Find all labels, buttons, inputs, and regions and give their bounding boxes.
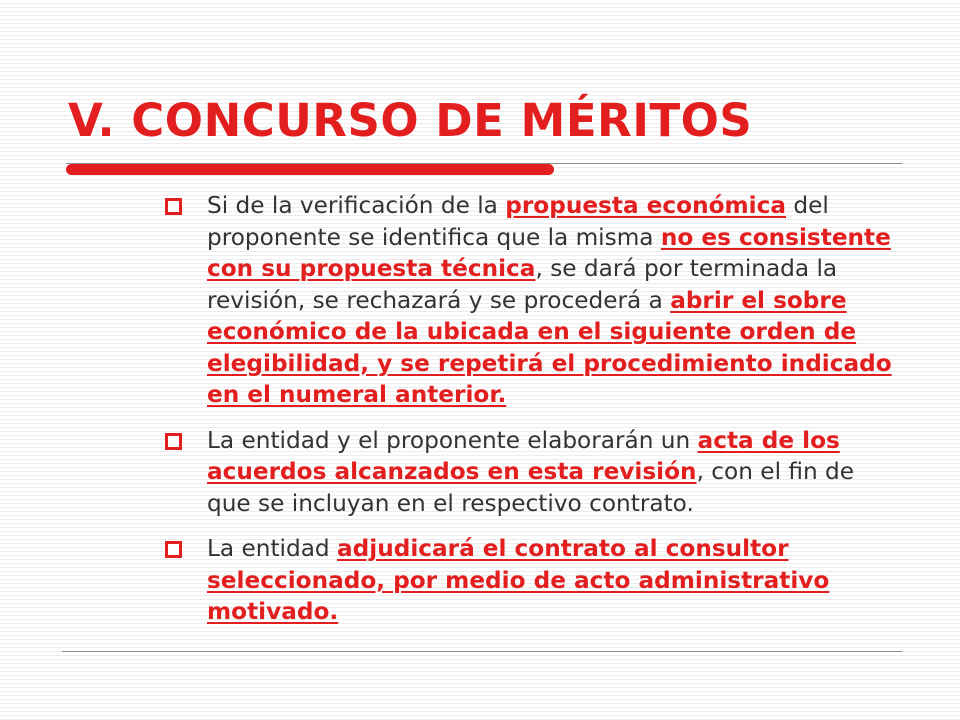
bullet-3-text-1: La entidad: [207, 535, 338, 562]
bullet-item-3: [165, 533, 905, 628]
hollow-square-icon: [165, 541, 182, 558]
bullet-2-text-1: La entidad y el proponente elaborarán un: [207, 426, 698, 454]
bullet-1-text-1: Si de la verificación de la: [207, 192, 506, 219]
bullet-1-text-2: del proponente se identifica que la misma: [207, 192, 829, 251]
bullet-3-text: [207, 535, 829, 625]
bottom-rule: [62, 651, 902, 652]
bullet-3-highlight-1: adjudicará el contrato al consultor seleccionado, por medio de acto administrativo motivado.: [207, 535, 830, 625]
slide-title: V. CONCURSO DE MÉRITOS: [68, 94, 753, 147]
title-accent-bar: [66, 164, 554, 175]
bullet-1-highlight-1: propuesta económica: [505, 192, 787, 219]
hollow-square-icon: [165, 433, 182, 450]
bullet-2-highlight-1: acta de los acuerdos alcanzados en esta revisión: [207, 426, 840, 485]
bullet-2-text: [207, 427, 854, 517]
bullet-list: [165, 190, 905, 642]
bullet-2-text-2: , con el fin de que se incluyan en el respectivo contrato.: [207, 458, 855, 517]
bullet-1-highlight-3: abrir el sobre económico de la ubicada en el siguiente orden de elegibilidad, y se repetirá el procedimiento indicado en el numeral anterior.: [207, 286, 892, 408]
bullet-1-text: [207, 192, 892, 408]
bullet-item-2: [165, 425, 905, 520]
bullet-1-highlight-2: no es consistente con su propuesta técnica: [207, 223, 891, 282]
bullet-item-1: [165, 190, 905, 411]
bullet-1-text-3: , se dará por terminada la revisión, se rechazará y se procederá a: [207, 255, 838, 314]
hollow-square-icon: [165, 198, 182, 215]
